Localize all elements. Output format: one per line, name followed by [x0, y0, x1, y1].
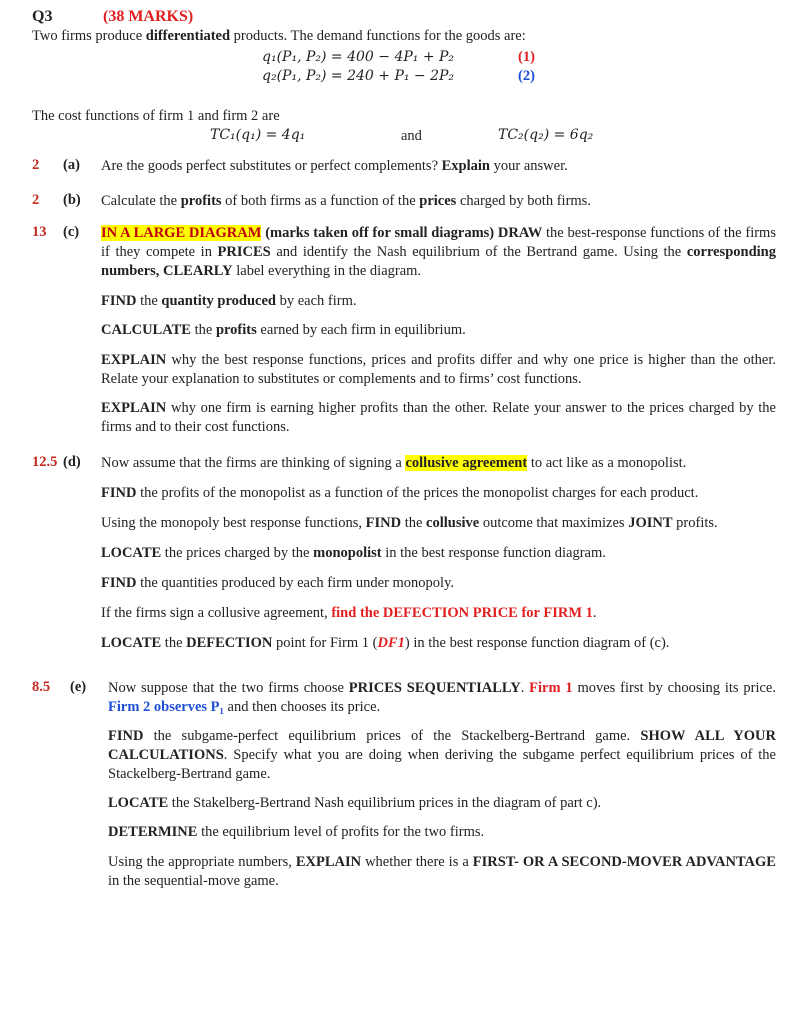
part-b-text: Calculate the profits of both firms as a function of the prices charged by both firms. [101, 193, 591, 209]
part-c-para-5: EXPLAIN why one firm is earning higher profits than the other. Relate your answer to the prices charged by the firms and to their cost functions. [101, 400, 776, 435]
part-b-label: (b) [63, 192, 81, 208]
part-d-mark: 12.5 [32, 454, 58, 470]
part-e-mark: 8.5 [32, 679, 51, 695]
part-d-para-6: If the firms sign a collusive agreement, find the DEFECTION PRICE for FIRM 1. [101, 605, 597, 621]
question-marks: (38 MARKS) [103, 8, 194, 25]
part-d-para-7: LOCATE the DEFECTION point for Firm 1 (DF1) in the best response function diagram of (c). [101, 635, 670, 651]
part-c-label: (c) [63, 224, 80, 240]
part-a-text: Are the goods perfect substitutes or perfect complements? Explain your answer. [101, 158, 568, 174]
part-e-label: (e) [70, 679, 87, 695]
part-d-para-1: Now assume that the firms are thinking of signing a collusive agreement to act like as a monopolist. [101, 455, 687, 471]
part-e-para-1: Now suppose that the two firms choose PRICES SEQUENTIALLY. Firm 1 moves first by choosing its price. Firm 2 observes P₁ and then chooses its price. [108, 680, 776, 715]
part-d-label: (d) [63, 454, 81, 470]
part-c-para-4: EXPLAIN why the best response functions, prices and profits differ and why one price is higher than the other. Relate your explanation to substitutes or complements and to firms’ cost functions. [101, 352, 776, 387]
cost-function-1: TC₁(q₁) = 4q₁ [210, 127, 306, 143]
cost-and: and [401, 128, 422, 144]
part-b-mark: 2 [32, 192, 40, 208]
demand-eq-2: q₂(P₁, P₂) = 240 + P₁ − 2P₂ [262, 68, 455, 84]
part-c-para-3: CALCULATE the profits earned by each firm in equilibrium. [101, 322, 466, 338]
intro-line: Two firms produce differentiated products. The demand functions for the goods are: [32, 28, 526, 44]
part-c-mark: 13 [32, 224, 47, 240]
question-number: Q3 [32, 8, 53, 25]
part-c-para-1: IN A LARGE DIAGRAM (marks taken off for small diagrams) DRAW the best-response functions of the firms if they compete in PRICES and identify the Nash equilibrium of the Bertrand game. Using the corresponding numbers, CLEARLY label everything in the diagram. [101, 225, 776, 279]
demand-eq-2-tag: (2) [518, 68, 535, 84]
part-d-para-5: FIND the quantities produced by each firm under monopoly. [101, 575, 455, 591]
part-e-para-4: DETERMINE the equilibrium level of profits for the two firms. [108, 824, 485, 840]
part-d-para-2: FIND the profits of the monopolist as a function of the prices the monopolist charges for each product. [101, 485, 699, 501]
cost-intro: The cost functions of firm 1 and firm 2 are [32, 108, 280, 124]
part-a-mark: 2 [32, 157, 40, 173]
part-e-para-3: LOCATE the Stakelberg-Bertrand Nash equilibrium prices in the diagram of part c). [108, 795, 602, 811]
demand-eq-1: q₁(P₁, P₂) = 400 − 4P₁ + P₂ [262, 49, 455, 65]
part-e-para-2: FIND the subgame-perfect equilibrium prices of the Stackelberg-Bertrand game. SHOW ALL YOUR CALCULATIONS. Specify what you are doing when deriving the subgame perfect equilibrium prices of the Stackelberg-Bertrand game. [108, 728, 776, 782]
demand-eq-1-tag: (1) [518, 49, 535, 65]
part-d-para-3: Using the monopoly best response functions, FIND the collusive outcome that maximizes JOINT profits. [101, 515, 718, 531]
cost-function-2: TC₂(q₂) = 6q₂ [498, 127, 594, 143]
part-c-para-2: FIND the quantity produced by each firm. [101, 293, 357, 309]
part-a-label: (a) [63, 157, 80, 173]
part-e-para-5: Using the appropriate numbers, EXPLAIN whether there is a FIRST- OR A SECOND-MOVER ADVANTAGE in the sequential-move game. [108, 854, 776, 889]
part-d-para-4: LOCATE the prices charged by the monopolist in the best response function diagram. [101, 545, 606, 561]
